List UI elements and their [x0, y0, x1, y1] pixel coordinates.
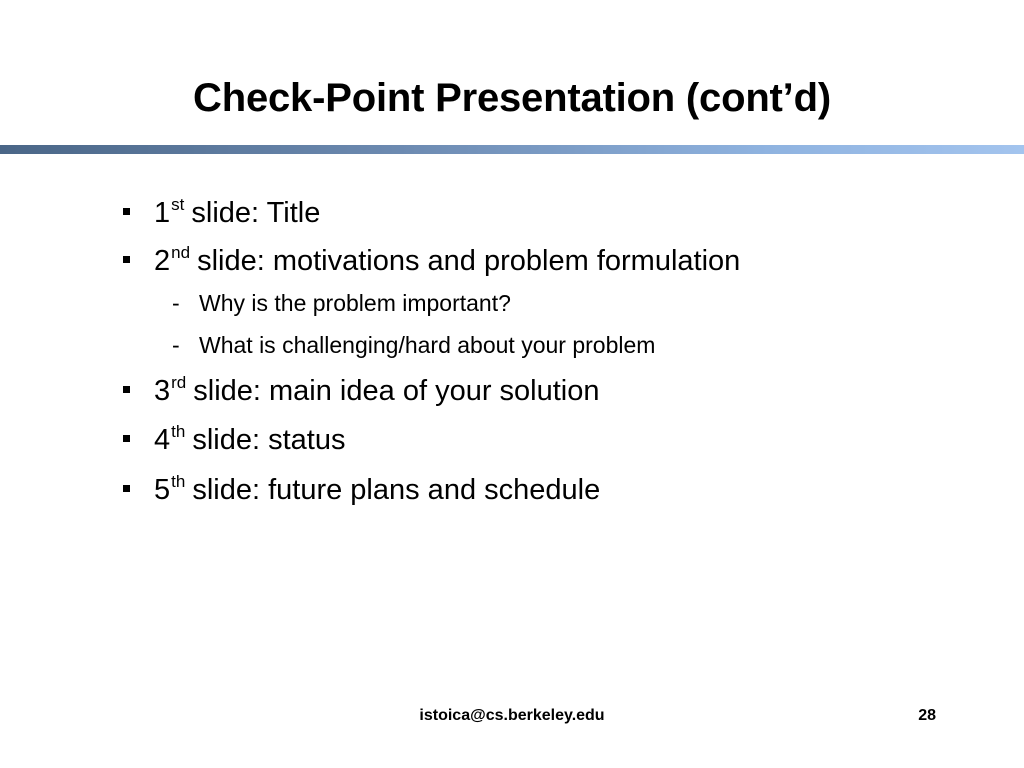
bullet-number: 1 [154, 197, 171, 229]
bullet-ordinal: rd [171, 373, 187, 392]
footer-page-number: 28 [918, 707, 936, 724]
bullet-label: slide: main idea of your solution [193, 375, 600, 407]
bullet-item [0, 243, 1024, 283]
sub-bullet-item [0, 289, 1024, 319]
bullet-item [0, 472, 1024, 512]
bullet-label: slide: future plans and schedule [192, 474, 601, 506]
bullet-text [154, 243, 740, 283]
bullet-ordinal: nd [171, 243, 191, 262]
sub-bullet-text: Why is the problem important? [199, 290, 511, 316]
bullet-item [0, 373, 1024, 413]
bullet-label: slide: status [192, 424, 346, 456]
bullet-ordinal: th [171, 422, 186, 441]
footer-email: istoica@cs.berkeley.edu [419, 707, 605, 724]
bullet-text [154, 373, 600, 413]
bullet-label: slide: Title [191, 197, 321, 229]
bullet-number: 5 [154, 474, 171, 506]
bullet-text [154, 422, 345, 462]
sub-bullet-item [0, 331, 1024, 361]
square-bullet-icon [123, 386, 130, 393]
bullet-number: 3 [154, 375, 171, 407]
bullet-number: 4 [154, 424, 171, 456]
bullet-number: 2 [154, 245, 171, 277]
slide-title: Check-Point Presentation (cont’d) [193, 76, 831, 120]
bullet-text [154, 472, 600, 512]
bullet-ordinal: th [171, 472, 186, 491]
square-bullet-icon [123, 208, 130, 215]
bullet-item [0, 422, 1024, 462]
bullet-item [0, 195, 1024, 235]
bullet-label: slide: motivations and problem formulation [197, 245, 741, 277]
square-bullet-icon [123, 435, 130, 442]
sub-bullet-text: What is challenging/hard about your problem [199, 332, 656, 358]
square-bullet-icon [123, 485, 130, 492]
bullet-text [154, 195, 320, 235]
square-bullet-icon [123, 256, 130, 263]
bullet-ordinal: st [171, 195, 185, 214]
dash-bullet-icon: - [172, 332, 180, 358]
dash-bullet-icon: - [172, 290, 180, 316]
